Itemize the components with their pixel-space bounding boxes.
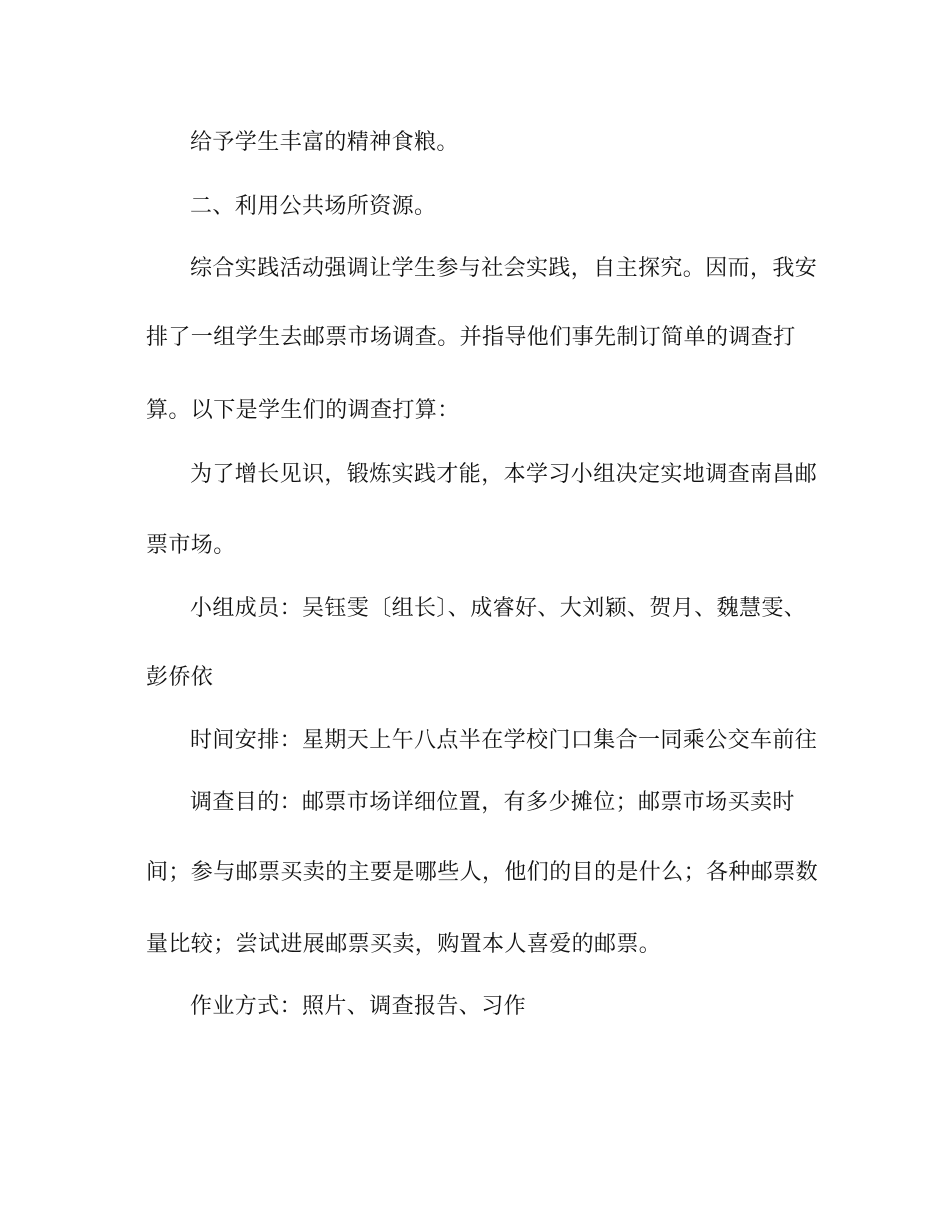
text-line: 时间安排：星期天上午八点半在学校门口集合一同乘公交车前往 (190, 728, 818, 753)
text-line: 算。以下是学生们的调查打算： (146, 398, 460, 423)
text-line: 量比较；尝试进展邮票买卖，购置本人喜爱的邮票。 (146, 932, 662, 957)
section-heading: 二、利用公共场所资源。 (190, 194, 437, 219)
text-line: 作业方式：照片、调查报告、习作 (190, 994, 527, 1019)
text-line: 为了增长见识，锻炼实践才能，本学习小组决定实地调查南昌邮 (190, 462, 818, 487)
text-line: 调查目的：邮票市场详细位置，有多少摊位；邮票市场买卖时 (190, 790, 795, 815)
text-line: 给予学生丰富的精神食粮。 (190, 130, 459, 155)
text-line: 彭侨依 (146, 665, 214, 690)
text-line: 综合实践活动强调让学生参与社会实践，自主探究。因而，我安 (190, 256, 818, 281)
text-line: 票市场。 (146, 533, 236, 558)
text-line: 间；参与邮票买卖的主要是哪些人，他们的目的是什么；各种邮票数 (146, 860, 819, 885)
text-line: 小组成员：吴钰雯〔组长〕、成睿好、大刘颖、贺月、魏慧雯、 (190, 596, 807, 621)
text-line: 排了一组学生去邮票市场调查。并指导他们事先制订简单的调查打 (146, 325, 796, 350)
